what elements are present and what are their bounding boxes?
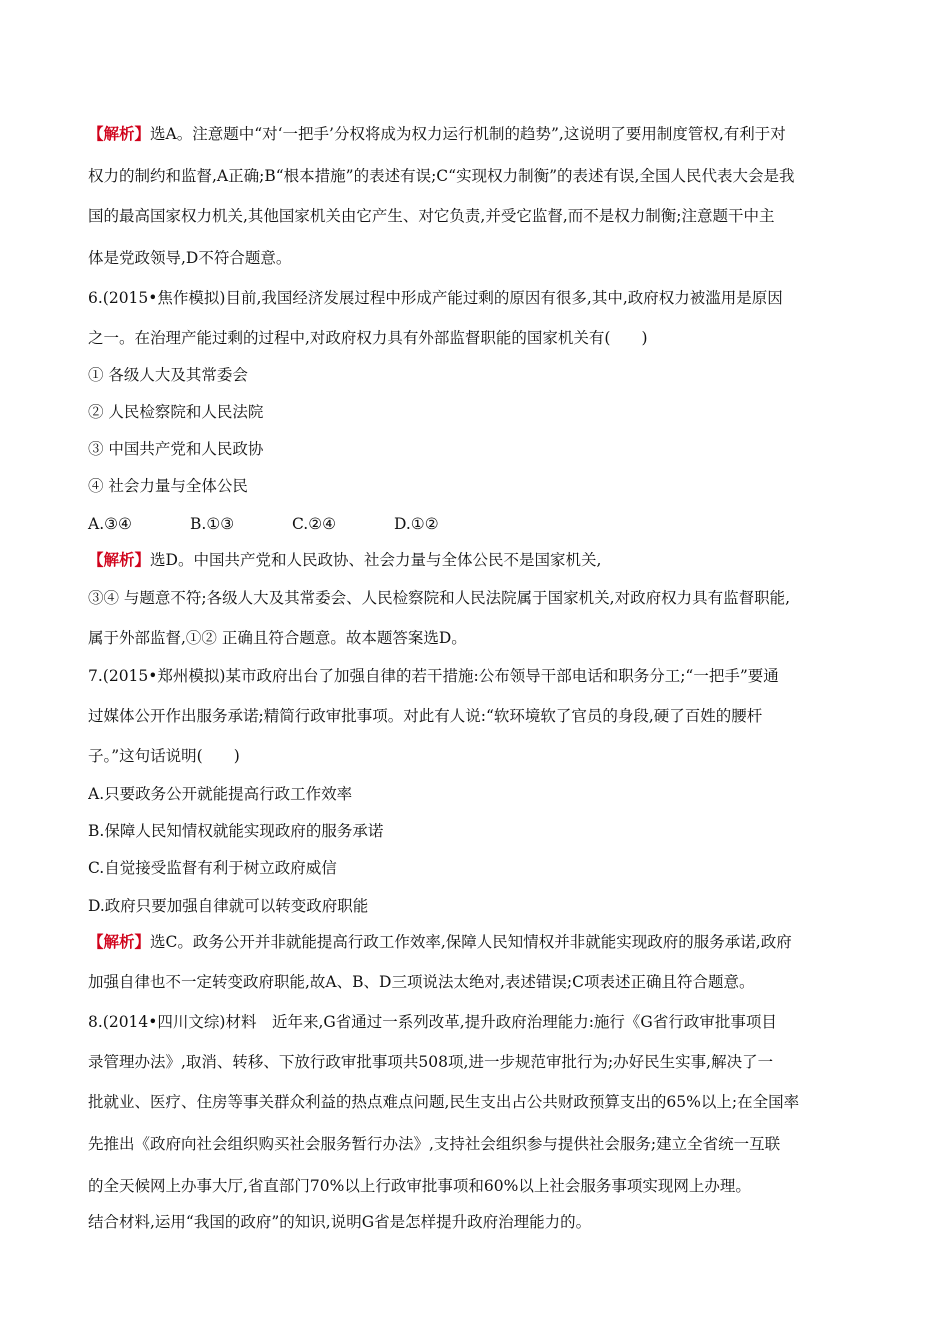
q7-stem-line-3: 子。”这句话说明( ) [88,747,240,765]
q5-analysis-line-2: 权力的制约和监督,A正确;B“根本措施”的表述有误;C“实现权力制衡”的表述有误,全国人民代表大会是我 [88,167,795,185]
q8-stem-line-3: 批就业、医疗、住房等事关群众利益的热点难点问题,民生支出占公共财政预算支出的65%以上;在全国率 [88,1093,800,1111]
q7-analysis-line-2: 加强自律也不一定转变政府职能,故A、B、D三项说法太绝对,表述错误;C项表述正确且符合题意。 [88,973,755,991]
q6-stem-line-1: 6.(2015•焦作模拟)目前,我国经济发展过程中形成产能过剩的原因有很多,其中,政府权力被滥用是原因 [88,289,783,307]
q7-option-b: B.保障人民知情权就能实现政府的服务承诺 [88,822,384,840]
q6-item-4: ④ 社会力量与全体公民 [88,477,248,495]
q8-stem-line-2: 录管理办法》,取消、转移、下放行政审批事项共508项,进一步规范审批行为;办好民生实事,解决了一 [88,1053,774,1071]
q8-stem-line-4: 先推出《政府向社会组织购买社会服务暂行办法》,支持社会组织参与提供社会服务;建立全省统一互联 [88,1135,781,1153]
q6-option-c: C.②④ [292,515,337,533]
q6-option-b: B.①③ [190,515,235,533]
q8-stem-line-6: 结合材料,运用“我国的政府”的知识,说明G省是怎样提升政府治理能力的。 [88,1213,592,1231]
q6-item-1: ① 各级人大及其常委会 [88,366,248,384]
q7-stem-line-1: 7.(2015•郑州模拟)某市政府出台了加强自律的若干措施:公布领导干部电话和职务分工;“一把手”要通 [88,667,779,685]
q6-option-a: A.③④ [88,515,132,533]
q5-analysis-line-1: 【解析】选A。注意题中“对‘一把手’分权将成为权力运行机制的趋势”,这说明了要用制度管权,有利于对 [88,124,786,143]
q7-analysis-line-1: 【解析】选C。政务公开并非就能提高行政工作效率,保障人民知情权并非就能实现政府的服务承诺,政府 [88,932,792,951]
q7-option-d: D.政府只要加强自律就可以转变政府职能 [88,897,369,915]
q6-item-3: ③ 中国共产党和人民政协 [88,440,264,458]
q6-options [88,514,863,534]
q5-analysis-line-4: 体是党政领导,D不符合题意。 [88,249,292,267]
analysis-tag: 【解析】 [88,932,151,951]
q6-analysis-line-2: ③④ 与题意不符;各级人大及其常委会、人民检察院和人民法院属于国家机关,对政府权力具有监督职能, [88,589,791,607]
q6-analysis-line-3: 属于外部监督,①② 正确且符合题意。故本题答案选D。 [88,629,467,647]
q6-stem-line-2: 之一。在治理产能过剩的过程中,对政府权力具有外部监督职能的国家机关有( ) [88,329,648,347]
q8-stem-line-1: 8.(2014•四川文综)材料 近年来,G省通过一系列改革,提升政府治理能力:施行《G省行政审批事项目 [88,1013,777,1031]
analysis-tag: 【解析】 [88,550,151,569]
q7-option-c: C.自觉接受监督有利于树立政府威信 [88,859,337,877]
q6-item-2: ② 人民检察院和人民法院 [88,403,264,421]
analysis-tag: 【解析】 [88,124,151,143]
q8-stem-line-5: 的全天候网上办事大厅,省直部门70%以上行政审批事项和60%以上社会服务事项实现网上办理。 [88,1177,751,1195]
q6-analysis-line-1: 【解析】选D。中国共产党和人民政协、社会力量与全体公民不是国家机关, [88,550,602,569]
q7-stem-line-2: 过媒体公开作出服务承诺;精简行政审批事项。对此有人说:“软环境软了官员的身段,硬了百姓的腰杆 [88,707,763,725]
q5-analysis-line-3: 国的最高国家权力机关,其他国家机关由它产生、对它负责,并受它监督,而不是权力制衡;注意题干中主 [88,207,775,225]
q7-option-a: A.只要政务公开就能提高行政工作效率 [88,785,353,803]
q6-option-d: D.①② [394,515,439,533]
